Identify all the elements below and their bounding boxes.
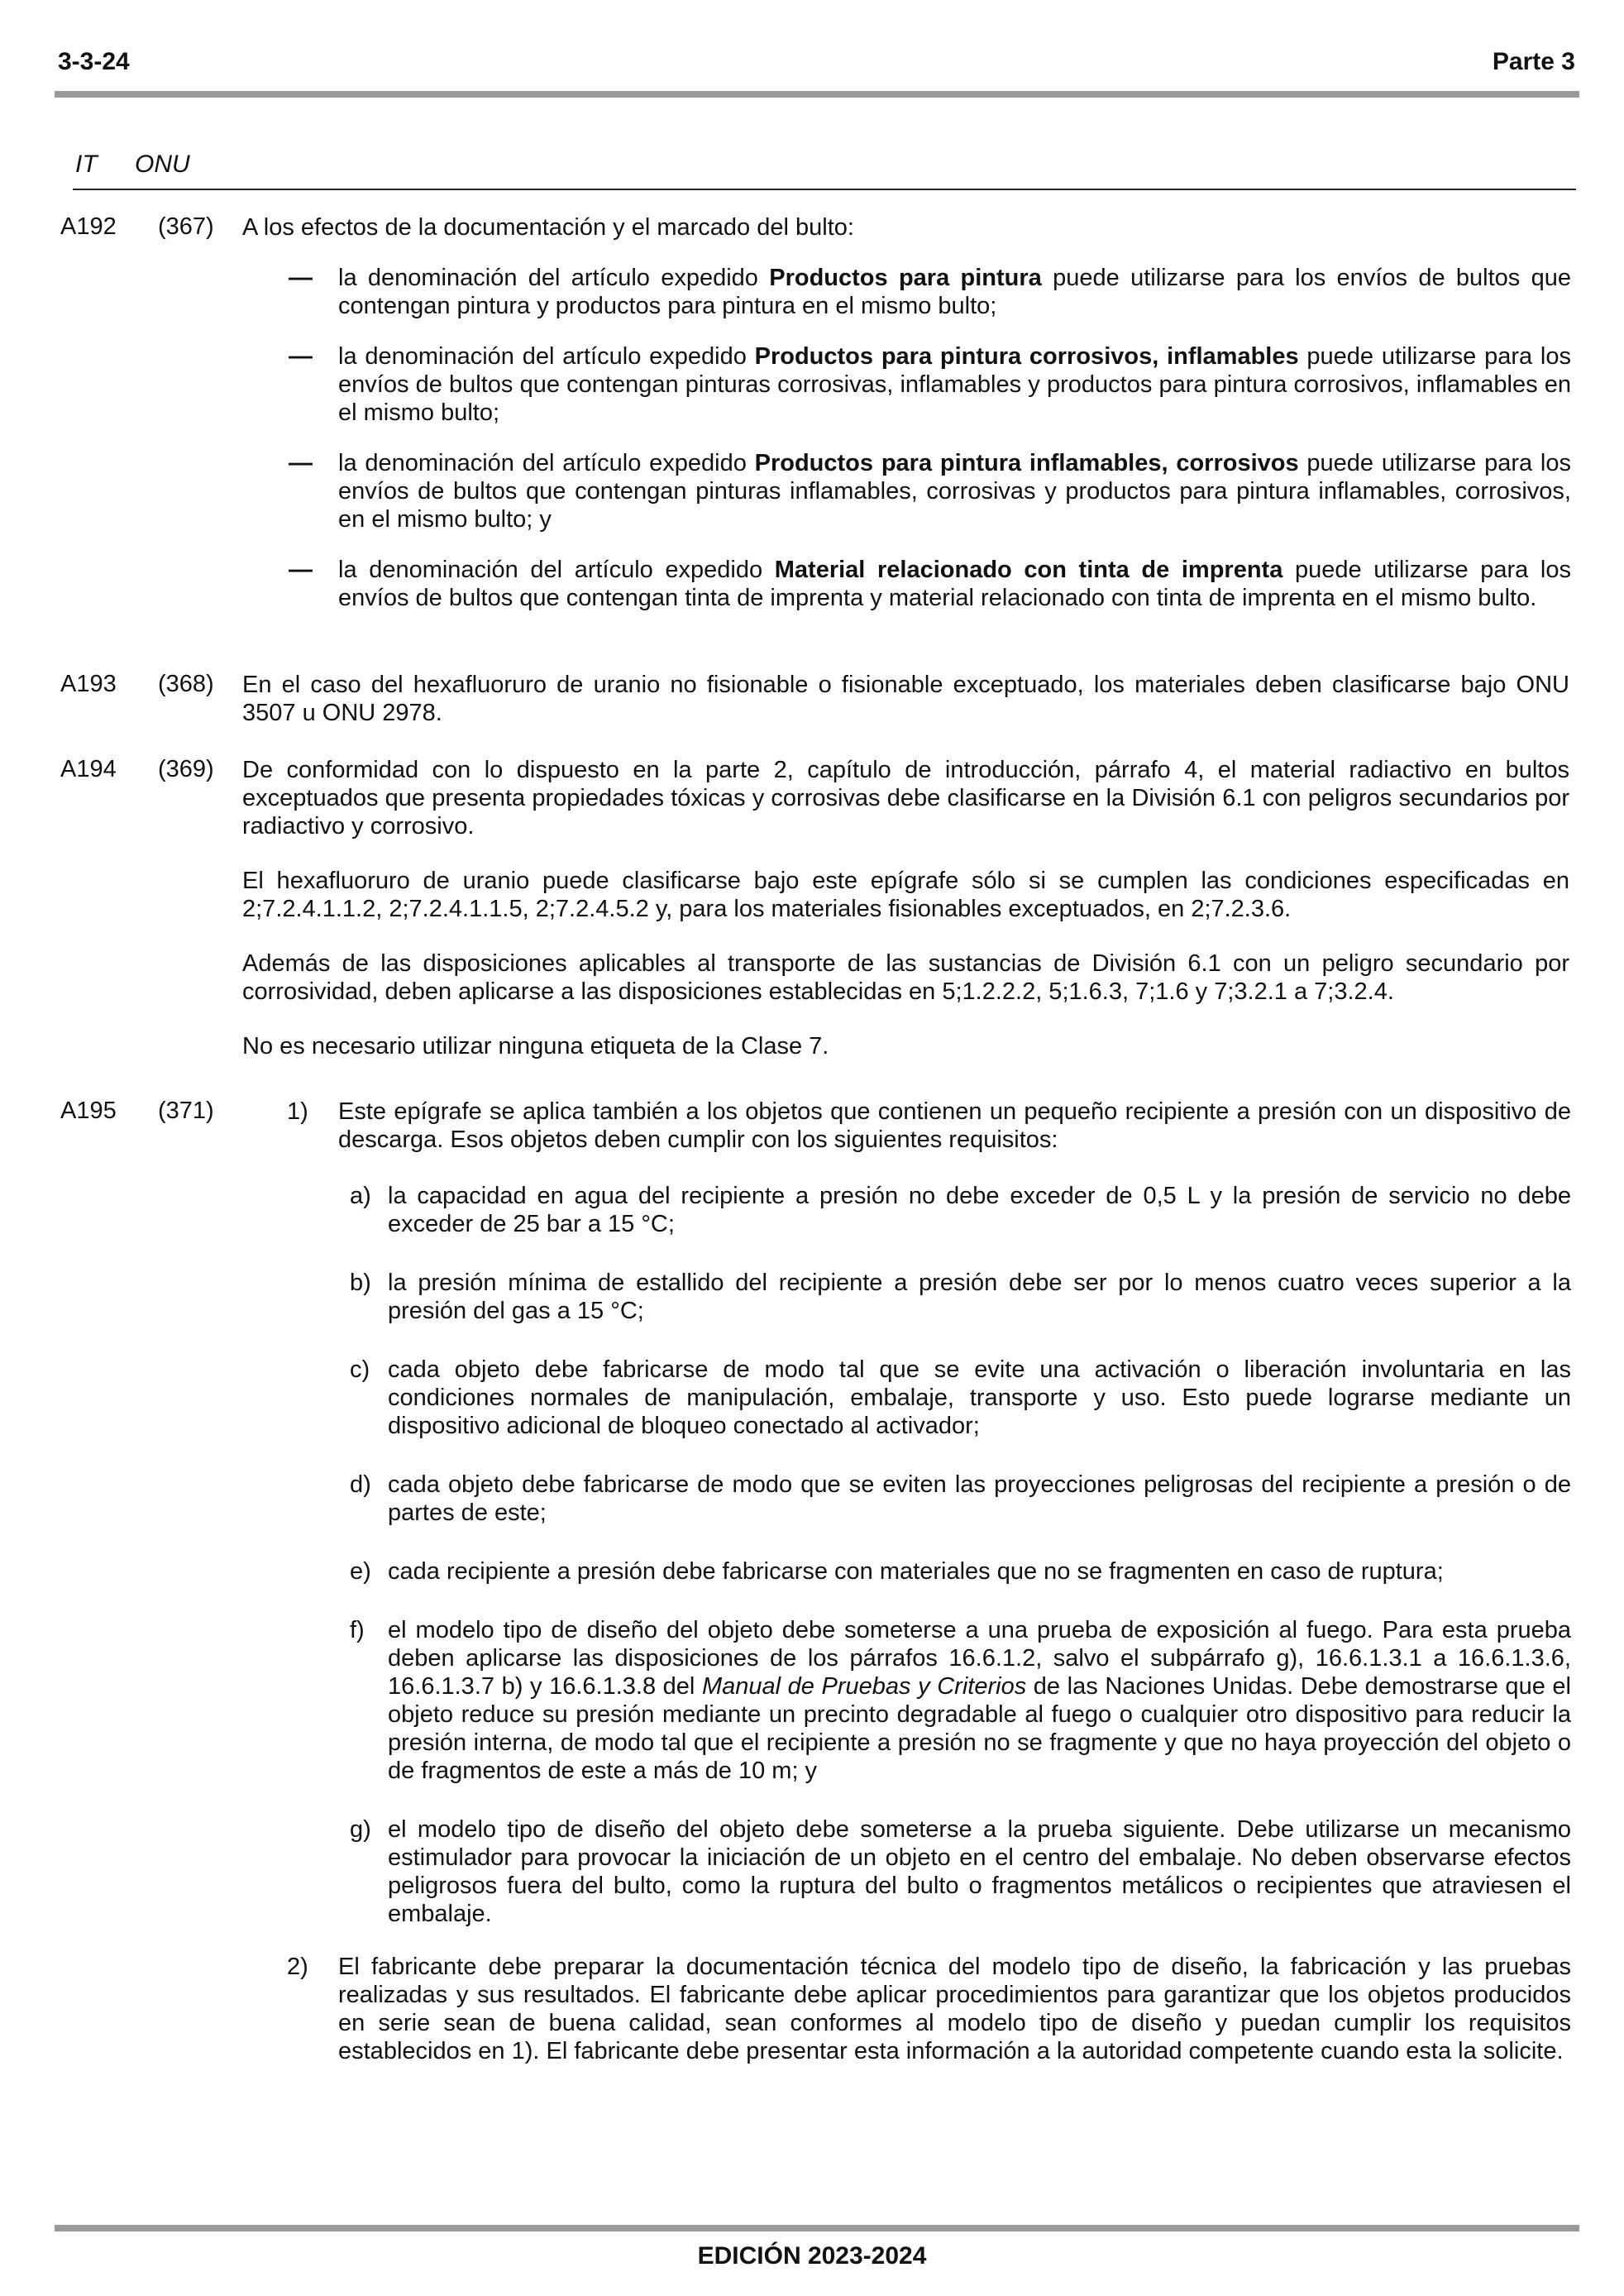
list-item: f) el modelo tipo de diseño del objeto debe someterse a una prueba de exposición al fuego. Para esta prueba deben aplicarse las disposiciones de los párrafos 16.6.1.2, salvo el subpárrafo g), 16.6.1.3.1 a 16.6.1.3.6, 16.6.1.3.7 b) y 16.6.1.3.8 del Manual de Pruebas y Criterios de las Naciones Unidas. Debe demostrarse que el objeto reduce su presión mediante un precinto degradable al fuego o cualquier otro dispositivo para reducir la presión interna, de modo tal que el recipiente a presión no se fragmente y que no haya proyección del objeto o de fragmentos de este a más de 10 m; y <box>350 1617 1571 1784</box>
column-heading-un: ONU <box>135 151 190 178</box>
provision-paragraph: No es necesario utilizar ninguna etiqueta de la Clase 7. <box>242 1033 829 1060</box>
sub-list <box>242 1182 1569 1928</box>
it-number: A193 <box>60 671 117 697</box>
header-part-label: Parte 3 <box>1492 48 1575 75</box>
list-item: c) cada objeto debe fabricarse de modo tal que se evite una activación o liberación involuntaria en las condiciones normales de manipulación, embalaje, transporte y uso. Esto puede lograrse mediante un dispositivo adicional de bloqueo conectado al activador; <box>350 1356 1571 1439</box>
em-dash-bullet: — <box>289 557 313 583</box>
item-text: Este epígrafe se aplica también a los objetos que contienen un pequeño recipiente a presión con un dispositivo de descarga. Esos objetos deben cumplir con los siguientes requisitos: <box>338 1098 1571 1153</box>
item-number: 1) <box>287 1098 308 1125</box>
header-rule <box>55 91 1579 98</box>
un-number: (368) <box>158 671 214 697</box>
em-dash-bullet: — <box>289 265 313 291</box>
footer-rule <box>55 2225 1579 2231</box>
provision-text: En el caso del hexafluoruro de uranio no fisionable o fisionable exceptuado, los materiales deben clasificarse bajo ONU 3507 u ONU 2978. <box>242 672 1569 726</box>
column-heading-it: IT <box>75 151 98 178</box>
item-number: 2) <box>287 1954 308 1980</box>
list-item: a) la capacidad en agua del recipiente a presión no debe exceder de 0,5 L y la presión de servicio no debe exceder de 25 bar a 15 °C; <box>350 1183 1571 1237</box>
em-dash-bullet: — <box>289 450 313 476</box>
header-section-number: 3-3-24 <box>58 48 130 75</box>
list-item: — la denominación del artículo expedido Productos para pintura corrosivos, inflamables puede utilizarse para los envíos de bultos que contengan pinturas corrosivas, inflamables y productos para pintura corrosivos, inflamables en el mismo bulto; <box>289 343 1571 426</box>
numbered-item-1 <box>242 1098 1571 1154</box>
list-item: d) cada objeto debe fabricarse de modo que se eviten las proyecciones peligrosas del recipiente a presión o de partes de este; <box>350 1471 1571 1526</box>
un-number: (369) <box>158 756 214 782</box>
provision-intro: A los efectos de la documentación y el marcado del bulto: <box>242 214 854 241</box>
list-item: — la denominación del artículo expedido Material relacionado con tinta de imprenta puede utilizarse para los envíos de bultos que contengan tinta de imprenta y material relacionado con tinta de imprenta en el mismo bulto. <box>289 557 1571 611</box>
item-text: El fabricante debe preparar la documentación técnica del modelo tipo de diseño, la fabricación y las pruebas realizadas y sus resultados. El fabricante debe aplicar procedimientos para garantizar que los objetos producidos en serie sean de buena calidad, sean conformes al modelo tipo de diseño y puedan cumplir los requisitos establecidos en 1). El fabricante debe presentar esta información a la autoridad competente cuando esta la solicite. <box>338 1954 1571 2064</box>
provision-paragraph: Además de las disposiciones aplicables al transporte de las sustancias de División 6.1 con un peligro secundario por corrosividad, deben aplicarse a las disposiciones establecidas en 5;1.2.2.2, 5;1.6.3, 7;1.6 y 7;3.2.1 a 7;3.2.4. <box>242 950 1569 1005</box>
footer-edition: EDICIÓN 2023-2024 <box>697 2242 927 2270</box>
provision-paragraph: De conformidad con lo dispuesto en la parte 2, capítulo de introducción, párrafo 4, el material radiactivo en bultos exceptuados que presenta propiedades tóxicas y corrosivas debe clasificarse en la División 6.1 con peligros secundarios por radiactivo y corrosivo. <box>242 757 1569 839</box>
numbered-item-2 <box>242 1953 1571 2065</box>
provision-paragraph: El hexafluoruro de uranio puede clasificarse bajo este epígrafe sólo si se cumplen las condiciones especificadas en 2;7.2.4.1.1.2, 2;7.2.4.1.1.5, 2;7.2.4.5.2 y, para los materiales fisionables exceptuados, en 2;7.2.3.6. <box>242 868 1569 922</box>
un-number: (371) <box>158 1098 214 1124</box>
it-number: A192 <box>60 213 117 240</box>
list-item: b) la presión mínima de estallido del recipiente a presión debe ser por lo menos cuatro veces superior a la presión del gas a 15 °C; <box>350 1270 1571 1324</box>
it-number: A194 <box>60 756 117 782</box>
list-item: — la denominación del artículo expedido Productos para pintura puede utilizarse para los envíos de bultos que contengan pintura y productos para pintura en el mismo bulto; <box>289 265 1571 319</box>
list-item: e) cada recipiente a presión debe fabricarse con materiales que no se fragmenten en caso de ruptura; <box>350 1558 1444 1585</box>
em-dash-bullet: — <box>289 343 313 370</box>
column-heading-rule <box>73 189 1576 190</box>
it-number: A195 <box>60 1098 117 1124</box>
list-item: — la denominación del artículo expedido Productos para pintura inflamables, corrosivos puede utilizarse para los envíos de bultos que contengan pinturas inflamables, corrosivas y productos para pintura inflamables, corrosivos, en el mismo bulto; y <box>289 450 1571 533</box>
list-item: g) el modelo tipo de diseño del objeto debe someterse a la prueba siguiente. Debe utilizarse un mecanismo estimulador para provocar la iniciación de un objeto en el centro del embalaje. No deben observarse efectos peligrosos fuera del bulto, como la ruptura del bulto o fragmentos metálicos o recipientes que atraviesen el embalaje. <box>350 1816 1571 1927</box>
un-number: (367) <box>158 213 214 240</box>
